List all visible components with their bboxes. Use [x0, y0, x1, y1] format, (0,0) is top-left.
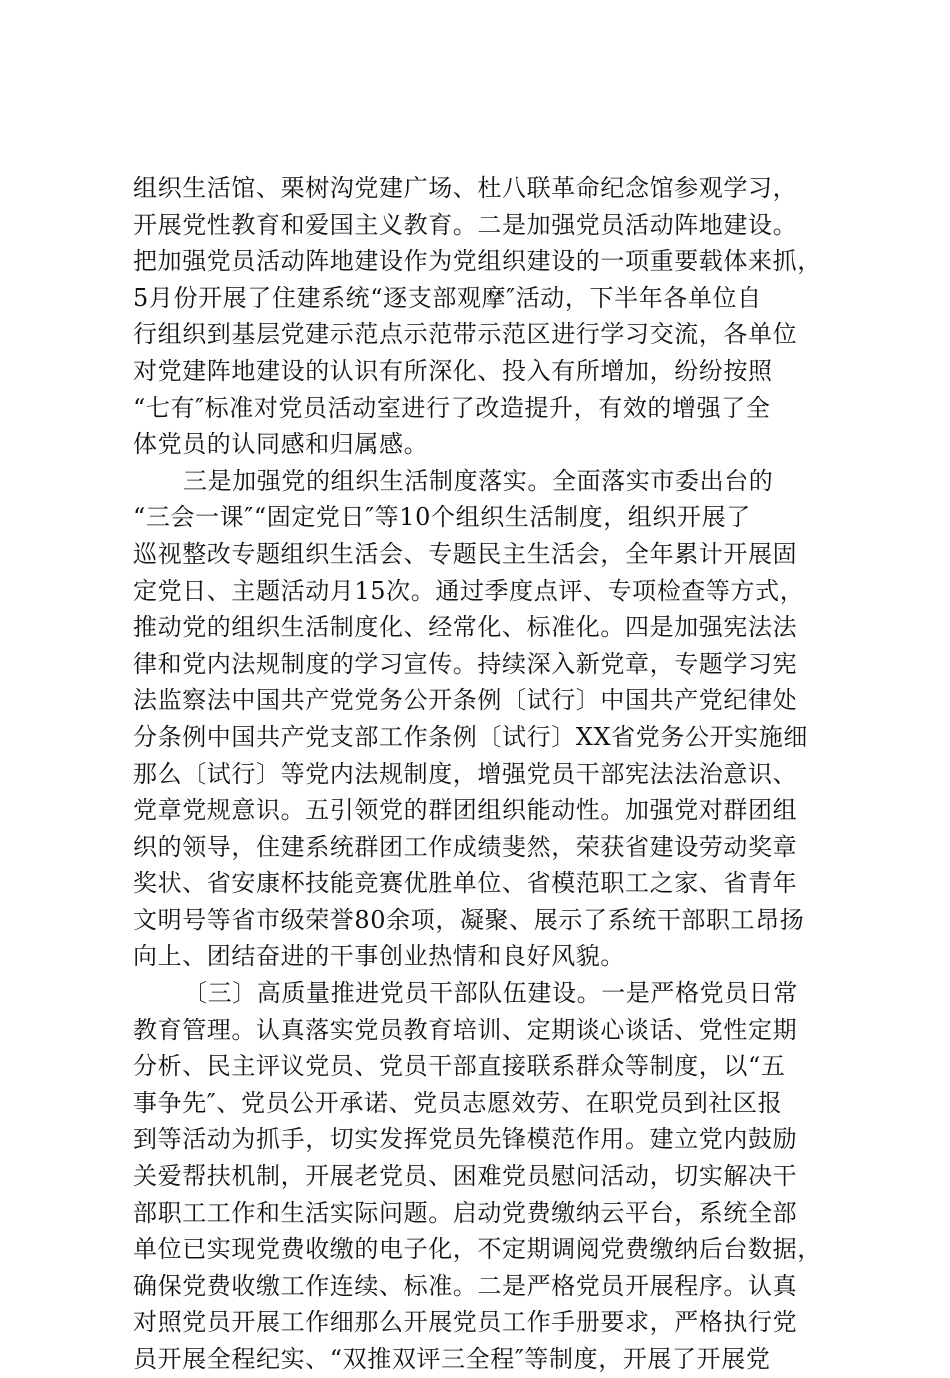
text-line: 单位已实现党费收缴的电子化，不定期调阅党费缴纳后台数据， — [133, 1235, 822, 1264]
text-line: 巡视整改专题组织生活会、专题民主生活会，全年累计开展固 — [133, 539, 798, 568]
text-line: 确保党费收缴工作连续、标准。二是严格党员开展程序。认真 — [133, 1271, 798, 1300]
text-line: 奖状、省安康杯技能竞赛优胜单位、省模范职工之家、省青年 — [133, 869, 798, 898]
text-line: 定党日、主题活动月15次。通过季度点评、专项检查等方式， — [133, 576, 805, 605]
text-line: 对照党员开展工作细那么开展党员工作手册要求，严格执行党 — [133, 1308, 798, 1337]
document-body — [133, 170, 823, 1378]
text-line: 推动党的组织生活制度化、经常化、标准化。四是加强宪法法 — [133, 613, 798, 642]
text-line: 事争先″、党员公开承诺、党员志愿效劳、在职党员到社区报 — [133, 1088, 783, 1117]
text-line: “七有″标准对党员活动室进行了改造提升，有效的增强了全 — [133, 393, 771, 422]
text-line: 〔三〕高质量推进党员干部队伍建设。一是严格党员日常 — [183, 979, 798, 1008]
paragraph — [133, 975, 823, 1378]
text-line: 组织生活馆、栗树沟党建广场、杜八联革命纪念馆参观学习， — [133, 174, 798, 202]
paragraph — [133, 170, 823, 463]
text-line: 5月份开展了住建系统“逐支部观摩″活动，下半年各单位自 — [133, 283, 762, 312]
text-line: 把加强党员活动阵地建设作为党组织建设的一项重要载体来抓， — [133, 247, 822, 276]
text-line: 分析、民主评议党员、党员干部直接联系群众等制度，以“五 — [133, 1052, 786, 1081]
text-line: 法监察法中国共产党党务公开条例〔试行〕中国共产党纪律处 — [133, 686, 798, 715]
text-line: 织的领导，住建系统群团工作成绩斐然，荣获省建设劳动奖章 — [133, 832, 798, 861]
text-line: “三会一课″“固定党日″等10个组织生活制度，组织开展了 — [133, 503, 751, 532]
text-line: 教育管理。认真落实党员教育培训、定期谈心谈话、党性定期 — [133, 1015, 798, 1044]
text-line: 关爱帮扶机制，开展老党员、困难党员慰问活动，切实解决干 — [133, 1162, 798, 1191]
text-line: 开展党性教育和爱国主义教育。二是加强党员活动阵地建设。 — [133, 210, 798, 239]
text-line: 到等活动为抓手，切实发挥党员先锋模范作用。建立党内鼓励 — [133, 1125, 798, 1154]
text-line: 分条例中国共产党支部工作条例〔试行〕XX省党务公开实施细 — [133, 722, 808, 751]
text-line: 三是加强党的组织生活制度落实。全面落实市委出台的 — [183, 466, 774, 495]
text-line: 律和党内法规制度的学习宣传。持续深入新党章，专题学习宪 — [133, 649, 798, 678]
text-line: 党章党规意识。五引领党的群团组织能动性。加强党对群团组 — [133, 796, 798, 825]
text-line: 文明号等省市级荣誉80余项，凝聚、展示了系统干部职工昂扬 — [133, 905, 805, 934]
text-line: 行组织到基层党建示范点示范带示范区进行学习交流，各单位 — [133, 320, 798, 349]
text-line: 向上、团结奋进的干事创业热情和良好风貌。 — [133, 942, 625, 971]
paragraph — [133, 463, 823, 975]
text-line: 部职工工作和生活实际问题。启动党费缴纳云平台，系统全部 — [133, 1198, 798, 1227]
text-line: 体党员的认同感和归属感。 — [133, 430, 429, 459]
text-line: 对党建阵地建设的认识有所深化、投入有所增加，纷纷按照 — [133, 356, 773, 385]
text-line: 那么〔试行〕等党内法规制度，增强党员干部宪法法治意识、 — [133, 759, 798, 788]
text-line: 员开展全程纪实、“双推双评三全程″等制度，开展了开展党 — [133, 1345, 771, 1373]
